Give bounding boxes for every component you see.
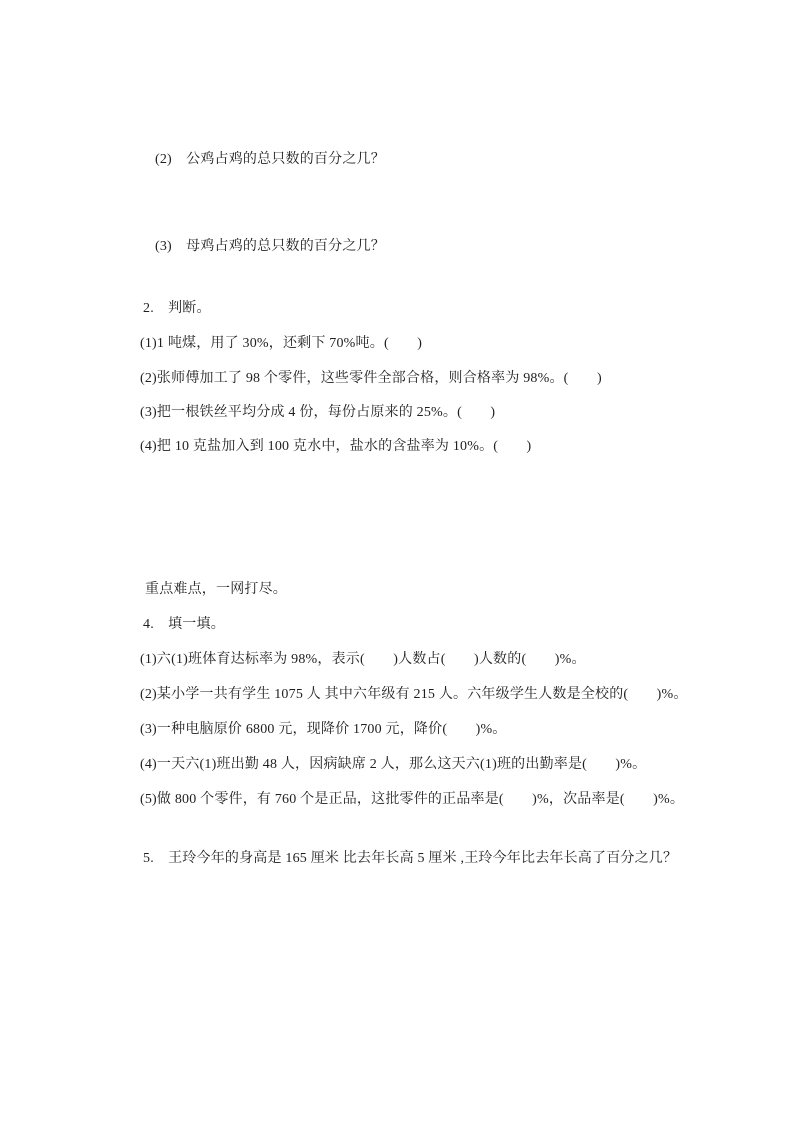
question2-item-4: (4)把 10 克盐加入到 100 克水中，盐水的含盐率为 10%。( ): [140, 439, 532, 454]
question2-item-3: (3)把一根铁丝平均分成 4 份，每份占原来的 25%。( ): [140, 405, 496, 420]
question2-item-2: (2)张师傅加工了 98 个零件，这些零件全部合格，则合格率为 98%。( ): [140, 371, 602, 386]
question2-item-1: (1)1 吨煤，用了 30%，还剩下 70%吨。( ): [140, 336, 423, 351]
question4-item-2: (2)某小学一共有学生 1075 人 其中六年级有 215 人。六年级学生人数是全校的( )%。: [140, 687, 688, 702]
question1-subitem-2: (2) 公鸡占鸡的总只数的百分之几？: [155, 152, 385, 167]
question5-text: 5. 王玲今年的身高是 165 厘米 比去年长高 5 厘米 ,王玲今年比去年长高了百分之几？: [143, 851, 678, 866]
question4-heading: 4. 填一填。: [143, 617, 225, 632]
question4-item-5: (5)做 800 个零件，有 760 个是正品，这批零件的正品率是( )%，次品率是( )%。: [140, 792, 685, 807]
question4-item-1: (1)六(1)班体育达标率为 98%，表示( )人数占( )人数的( )%。: [140, 652, 586, 667]
question2-heading: 2. 判断。: [143, 301, 211, 316]
highlight-note: 重点难点，一网打尽。: [145, 582, 287, 597]
question4-item-3: (3)一种电脑原价 6800 元，现降价 1700 元，降价( )%。: [140, 722, 507, 737]
question1-subitem-3: (3) 母鸡占鸡的总只数的百分之几？: [155, 239, 385, 254]
question4-item-4: (4)一天六(1)班出勤 48 人，因病缺席 2 人，那么这天六(1)班的出勤率是( )%。: [140, 757, 647, 772]
